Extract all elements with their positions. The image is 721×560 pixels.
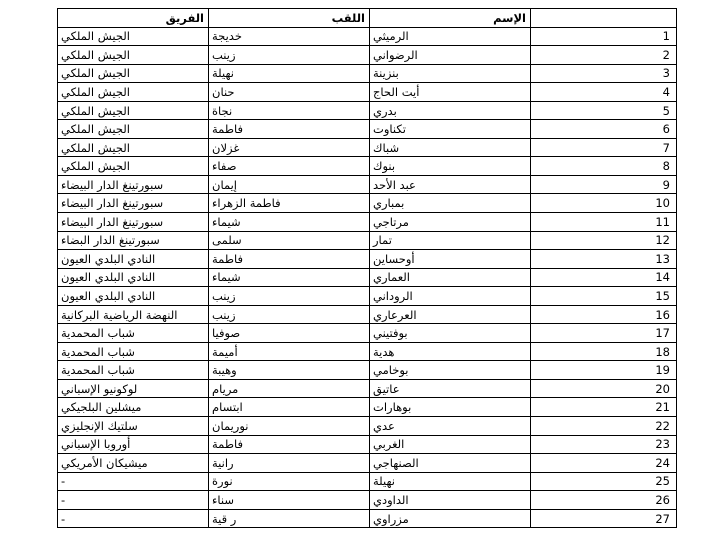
number-cell: 14	[531, 268, 677, 287]
number-cell: 2	[531, 46, 677, 65]
header-last-name: الإسم	[370, 9, 531, 28]
number-cell: 26	[531, 491, 677, 510]
number-cell: 22	[531, 417, 677, 436]
team-cell: شباب المحمدية	[58, 324, 209, 343]
header-team: الفريق	[58, 9, 209, 28]
first-name-cell: رانية	[209, 454, 370, 473]
number-cell: 19	[531, 361, 677, 380]
team-cell: الجيش الملكي	[58, 138, 209, 157]
team-cell: الجيش الملكي	[58, 27, 209, 46]
first-name-cell: نورة	[209, 472, 370, 491]
last-name-cell: بنزينة	[370, 64, 531, 83]
first-name-cell: نجاة	[209, 101, 370, 120]
table-row	[58, 454, 677, 473]
first-name-cell: ابتسام	[209, 398, 370, 417]
table-row	[58, 324, 677, 343]
number-cell: 9	[531, 175, 677, 194]
table-row	[58, 120, 677, 139]
number-cell: 13	[531, 250, 677, 269]
number-cell: 4	[531, 83, 677, 102]
table-row	[58, 64, 677, 83]
team-cell: سلتيك الإنجليزي	[58, 417, 209, 436]
team-cell: ميشلين البلجيكي	[58, 398, 209, 417]
number-cell: 25	[531, 472, 677, 491]
last-name-cell: شباك	[370, 138, 531, 157]
number-cell: 21	[531, 398, 677, 417]
team-cell: شباب المحمدية	[58, 361, 209, 380]
last-name-cell: تكناوت	[370, 120, 531, 139]
last-name-cell: الغربي	[370, 435, 531, 454]
team-cell: النادي البلدي العيون	[58, 287, 209, 306]
team-cell: الجيش الملكي	[58, 101, 209, 120]
number-cell: 20	[531, 379, 677, 398]
number-cell: 16	[531, 305, 677, 324]
last-name-cell: العماري	[370, 268, 531, 287]
last-name-cell: الرميثي	[370, 27, 531, 46]
table-row	[58, 138, 677, 157]
number-cell: 7	[531, 138, 677, 157]
number-cell: 27	[531, 509, 677, 528]
last-name-cell: أوحساين	[370, 250, 531, 269]
last-name-cell: أيت الحاج	[370, 83, 531, 102]
table-row	[58, 46, 677, 65]
table-row	[58, 194, 677, 213]
number-cell: 10	[531, 194, 677, 213]
table-row	[58, 213, 677, 232]
number-cell: 18	[531, 342, 677, 361]
team-cell: لوكونيو الإسباني	[58, 379, 209, 398]
team-cell: سبورتينغ الدار البيضاء	[58, 175, 209, 194]
number-cell: 23	[531, 435, 677, 454]
first-name-cell: خديجة	[209, 27, 370, 46]
last-name-cell: العرعاري	[370, 305, 531, 324]
team-cell: النهضة الرياضية البركانية	[58, 305, 209, 324]
first-name-cell: شيماء	[209, 268, 370, 287]
table-row	[58, 83, 677, 102]
last-name-cell: عاتيق	[370, 379, 531, 398]
last-name-cell: بوهارات	[370, 398, 531, 417]
team-cell: -	[58, 491, 209, 510]
last-name-cell: بوفتيني	[370, 324, 531, 343]
last-name-cell: الصنهاجي	[370, 454, 531, 473]
first-name-cell: فاطمة	[209, 250, 370, 269]
number-cell: 6	[531, 120, 677, 139]
first-name-cell: أميمة	[209, 342, 370, 361]
last-name-cell: الروداني	[370, 287, 531, 306]
number-cell: 17	[531, 324, 677, 343]
first-name-cell: زينب	[209, 287, 370, 306]
team-cell: الجيش الملكي	[58, 157, 209, 176]
table-row	[58, 417, 677, 436]
first-name-cell: فاطمة	[209, 435, 370, 454]
first-name-cell: فاطمة الزهراء	[209, 194, 370, 213]
header-row	[58, 9, 677, 28]
header-number	[531, 9, 677, 28]
last-name-cell: هدية	[370, 342, 531, 361]
team-cell: الجيش الملكي	[58, 120, 209, 139]
table-row	[58, 379, 677, 398]
team-cell: سبورتينغ الدار البيضاء	[58, 194, 209, 213]
table-row	[58, 231, 677, 250]
last-name-cell: مرتاجي	[370, 213, 531, 232]
table-row	[58, 472, 677, 491]
team-cell: الجيش الملكي	[58, 46, 209, 65]
table-row	[58, 175, 677, 194]
table-row	[58, 101, 677, 120]
first-name-cell: إيمان	[209, 175, 370, 194]
last-name-cell: بنوك	[370, 157, 531, 176]
last-name-cell: تمار	[370, 231, 531, 250]
number-cell: 1	[531, 27, 677, 46]
table-row	[58, 250, 677, 269]
table-row	[58, 157, 677, 176]
table-row	[58, 305, 677, 324]
table-row	[58, 509, 677, 528]
first-name-cell: زينب	[209, 305, 370, 324]
table-row	[58, 435, 677, 454]
last-name-cell: بمباري	[370, 194, 531, 213]
first-name-cell: حنان	[209, 83, 370, 102]
first-name-cell: سناء	[209, 491, 370, 510]
number-cell: 8	[531, 157, 677, 176]
team-cell: ميشيكان الأمريكي	[58, 454, 209, 473]
first-name-cell: فاطمة	[209, 120, 370, 139]
team-cell: -	[58, 472, 209, 491]
number-cell: 11	[531, 213, 677, 232]
first-name-cell: وهيبة	[209, 361, 370, 380]
first-name-cell: سلمى	[209, 231, 370, 250]
first-name-cell: صوفيا	[209, 324, 370, 343]
last-name-cell: عبد الأحد	[370, 175, 531, 194]
first-name-cell: صفاء	[209, 157, 370, 176]
number-cell: 5	[531, 101, 677, 120]
last-name-cell: بدري	[370, 101, 531, 120]
team-cell: الجيش الملكي	[58, 83, 209, 102]
first-name-cell: شيماء	[209, 213, 370, 232]
team-cell: النادي البلدي العيون	[58, 250, 209, 269]
table-row	[58, 27, 677, 46]
table-row	[58, 287, 677, 306]
last-name-cell: نهيلة	[370, 472, 531, 491]
header-first-name: اللقب	[209, 9, 370, 28]
first-name-cell: ر قية	[209, 509, 370, 528]
team-cell: الجيش الملكي	[58, 64, 209, 83]
first-name-cell: مريام	[209, 379, 370, 398]
first-name-cell: زينب	[209, 46, 370, 65]
roster-body	[58, 27, 677, 528]
number-cell: 12	[531, 231, 677, 250]
team-cell: -	[58, 509, 209, 528]
team-cell: سبورتينغ الدار البيضاء	[58, 213, 209, 232]
roster-table	[57, 8, 677, 528]
last-name-cell: الداودي	[370, 491, 531, 510]
table-row	[58, 361, 677, 380]
last-name-cell: بوخامي	[370, 361, 531, 380]
team-cell: النادي البلدي العيون	[58, 268, 209, 287]
first-name-cell: نهيلة	[209, 64, 370, 83]
number-cell: 3	[531, 64, 677, 83]
number-cell: 24	[531, 454, 677, 473]
number-cell: 15	[531, 287, 677, 306]
table-row	[58, 491, 677, 510]
last-name-cell: عدي	[370, 417, 531, 436]
team-cell: أوروبا الإسباني	[58, 435, 209, 454]
table-row	[58, 342, 677, 361]
first-name-cell: غزلان	[209, 138, 370, 157]
table-row	[58, 398, 677, 417]
team-cell: سبورتينغ الدار البضاء	[58, 231, 209, 250]
team-cell: شباب المحمدية	[58, 342, 209, 361]
table-row	[58, 268, 677, 287]
first-name-cell: نوريمان	[209, 417, 370, 436]
last-name-cell: الرضواني	[370, 46, 531, 65]
last-name-cell: مزراوي	[370, 509, 531, 528]
roster-sheet	[57, 8, 670, 528]
